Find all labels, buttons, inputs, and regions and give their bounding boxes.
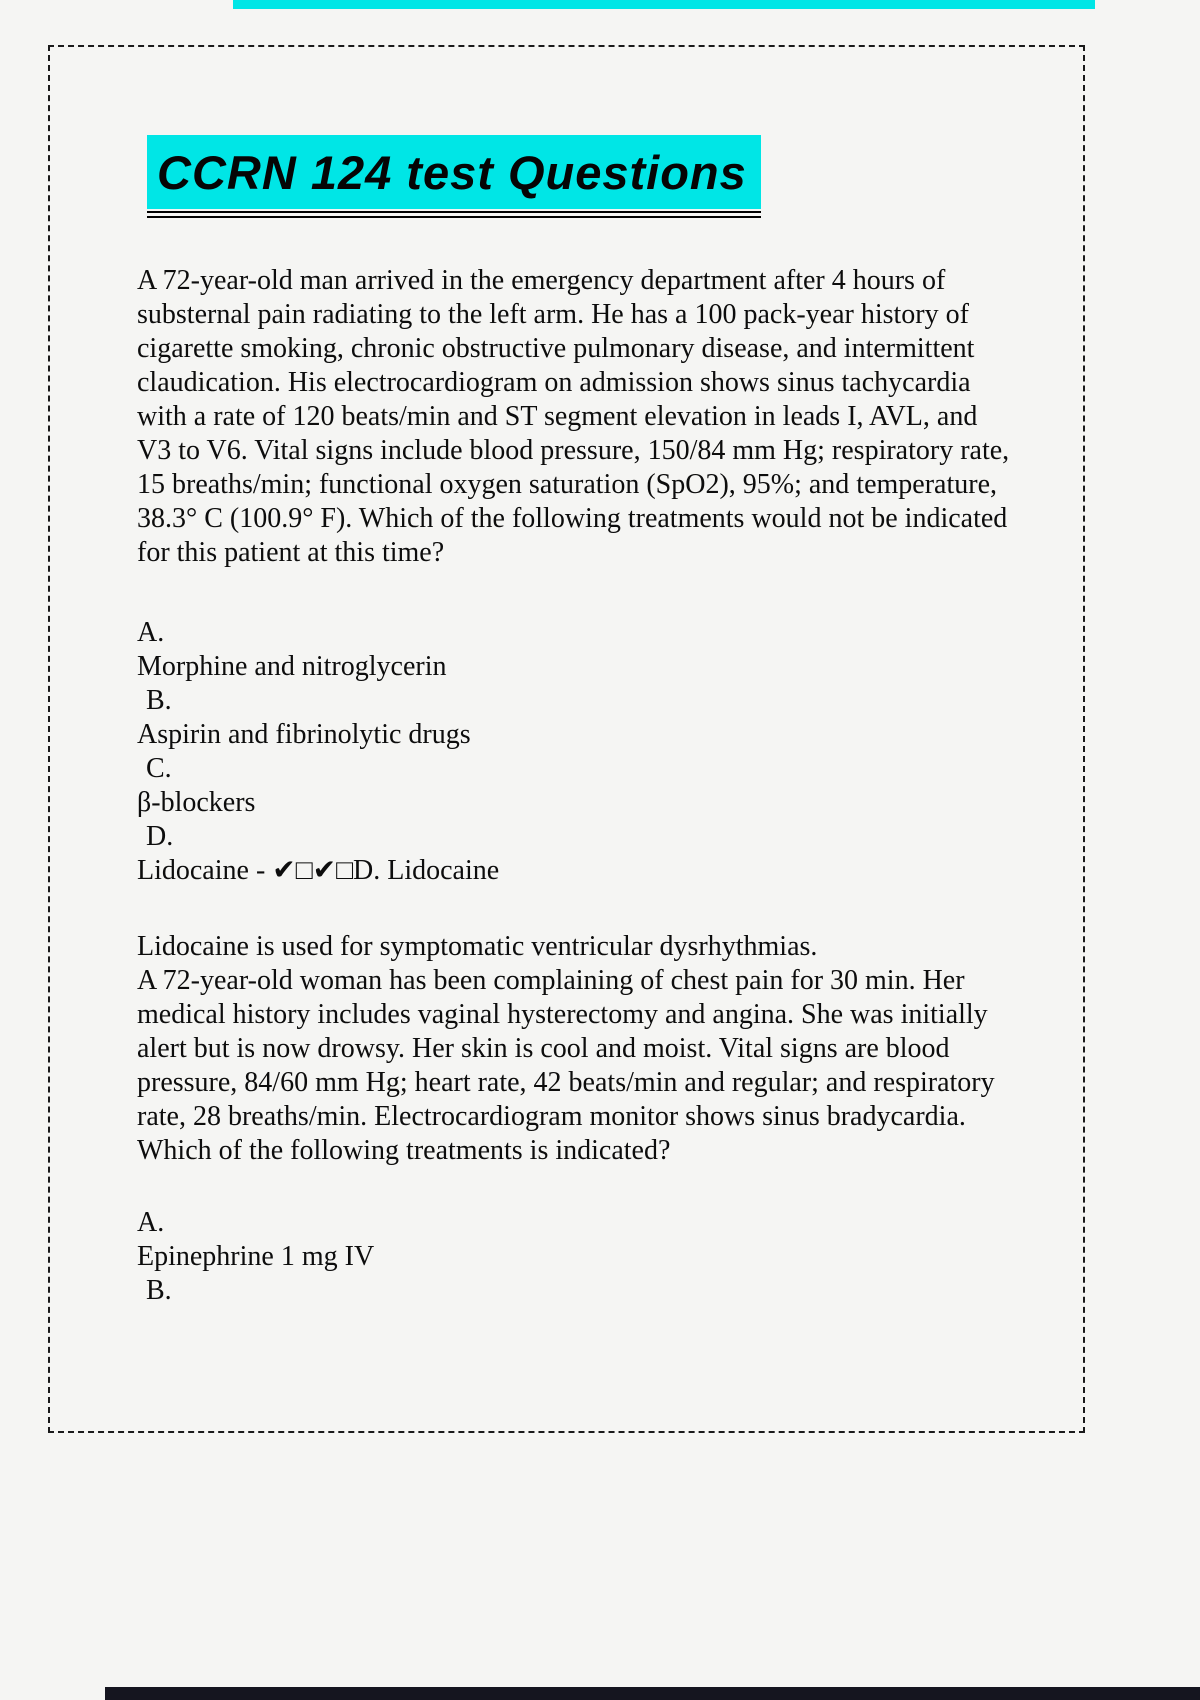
- question-1-option-c: [137, 752, 1017, 820]
- question-2-option-a: [137, 1206, 1017, 1274]
- top-cyan-strip: [233, 0, 1095, 9]
- document-content: [50, 47, 1083, 1308]
- question-1-options: [137, 616, 1017, 888]
- option-label: B.: [146, 1275, 172, 1306]
- page-title: [147, 135, 761, 218]
- option-text: β-blockers: [137, 787, 256, 818]
- option-label: B.: [146, 685, 172, 716]
- question-2-text: A 72-year-old woman has been complaining of chest pain for 30 min. Her medical history includes vaginal hysterectomy and angina. She was initially alert but is now drowsy. Her skin is cool and moist. Vital signs are blood pressure, 84/60 mm Hg; heart rate, 42 beats/min and regular; and respiratory rate, 28 breaths/min. Electrocardiogram monitor shows sinus bradycardia. Which of the following treatments is indicated?: [137, 965, 995, 1166]
- question-1-option-d: [137, 820, 1017, 888]
- question-1-option-a: [137, 616, 1017, 684]
- option-text: Morphine and nitroglycerin: [137, 651, 447, 682]
- question-2-options: [137, 1206, 1017, 1308]
- question-1-option-b: [137, 684, 1017, 752]
- page-border: [48, 45, 1085, 1433]
- page-title-highlight: CCRN 124 test Questions: [147, 135, 761, 209]
- question-2-option-b: [137, 1274, 1017, 1308]
- option-label: C.: [146, 753, 172, 784]
- option-label: A.: [137, 1207, 165, 1238]
- option-text-with-answer-marks: Lidocaine - ✔□✔□D. Lidocaine: [137, 855, 500, 886]
- question-1-text: A 72-year-old man arrived in the emergency department after 4 hours of substernal pain radiating to the left arm. He has a 100 pack-year history of cigarette smoking, chronic obstructive pulmonary disease, and intermittent claudication. His electrocardiogram on admission shows sinus tachycardia with a rate of 120 beats/min and ST segment elevation in leads I, AVL, and V3 to V6. Vital signs include blood pressure, 150/84 mm Hg; respiratory rate, 15 breaths/min; functional oxygen saturation (SpO2), 95%; and temperature, 38.3° C (100.9° F). Which of the following treatments would not be indicated for this patient at this time?: [137, 265, 1010, 568]
- option-text: Epinephrine 1 mg IV: [137, 1241, 375, 1272]
- answer-and-question-2-block: [137, 930, 1013, 1168]
- option-label: A.: [137, 617, 165, 648]
- option-text: Aspirin and fibrinolytic drugs: [137, 719, 471, 750]
- bottom-dark-bar: [105, 1687, 1200, 1700]
- option-label: D.: [146, 821, 174, 852]
- answer-1-explanation: Lidocaine is used for symptomatic ventricular dysrhythmias.: [137, 931, 818, 962]
